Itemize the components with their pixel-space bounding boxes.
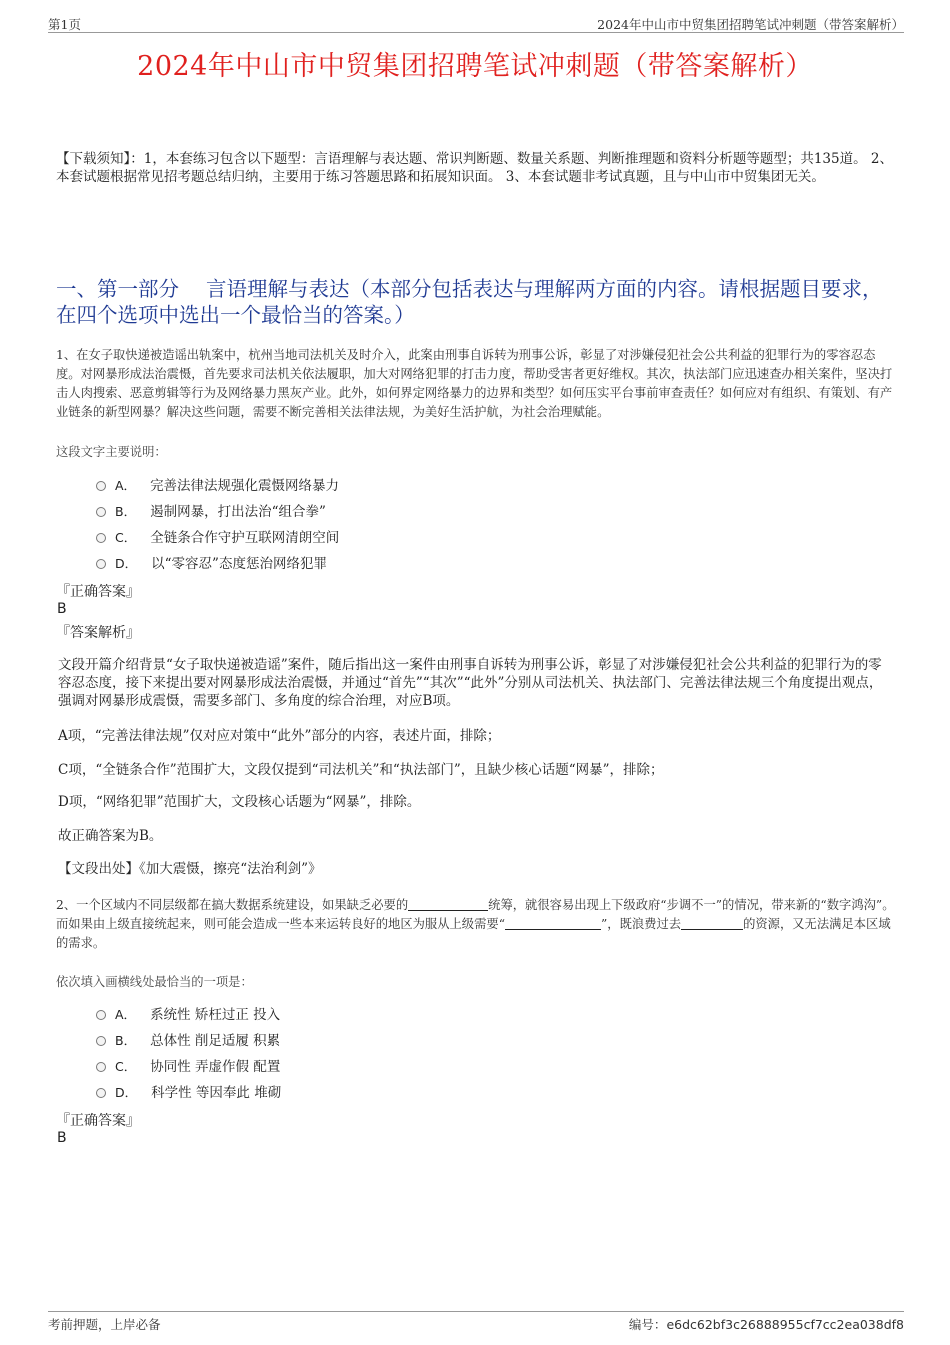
- question-2-prompt: 依次填入画横线处最恰当的一项是：: [56, 975, 253, 989]
- header-doc-title: 2024年中山市中贸集团招聘笔试冲刺题（带答案解析）: [597, 17, 904, 32]
- question-1-options: [96, 473, 339, 577]
- radio-icon[interactable]: [96, 1036, 106, 1046]
- analysis-paragraph: A项，“完善法律法规”仅对应对策中“此外”部分的内容，表述片面，排除；: [58, 728, 501, 744]
- footer-slogan: 考前押题，上岸必备: [48, 1317, 161, 1332]
- footer-divider: [48, 1311, 904, 1312]
- fill-blank-1: [408, 898, 488, 911]
- radio-icon[interactable]: [96, 533, 106, 543]
- option-c[interactable]: C． 全链条合作守护互联网清朗空间: [96, 525, 339, 551]
- question-2-options: [96, 1002, 281, 1106]
- answer-label: 『正确答案』: [56, 584, 140, 600]
- radio-icon[interactable]: [96, 481, 106, 491]
- option-d[interactable]: D． 以“零容忍”态度惩治网络犯罪: [96, 551, 339, 577]
- option-c[interactable]: C． 协同性 弄虚作假 配置: [96, 1054, 281, 1080]
- analysis-paragraph: 文段开篇介绍背景“女子取快递被造谣”案件，随后指出这一案件由刑事自诉转为刑事公诉，彰显了对涉嫌侵犯社会公共利益的犯罪行为的零容忍态度，接下来提出要对网暴形成法治震慑，并通过“首先”“其次”“此外”分别从司法机关、执法部门、完善法律法规三个角度提出观点，强调对网暴形成震慑，需要多部门、多角度的综合治理，对应B项。: [58, 657, 883, 709]
- download-notice: 【下载须知】：1，本套练习包含以下题型：言语理解与表达题、常识判断题、数量关系题、判断推理题和资料分析题等题型；共135道。 2、本套试题根据常见招考题总结归纳，主要用于练习答题思路和拓展知识面。 3、本套试题非考试真题，且与中山市中贸集团无关。: [56, 151, 893, 185]
- answer-label: 『正确答案』: [56, 1113, 140, 1129]
- question-2-stem: 2、一个区域内不同层级都在搞大数据系统建设，如果缺乏必要的 统筹，就很容易出现上下级政府“步调不一”的情况，带来新的“数字鸿沟”。而如果由上级直接统起来，则可能会造成一些本来运转良好的地区为服从上级需要“ ”，既浪费过去 的资源，又无法满足本区域的需求。: [56, 898, 895, 950]
- option-a[interactable]: A． 完善法律法规强化震慑网络暴力: [96, 473, 339, 499]
- page-number: 第1页: [48, 17, 81, 32]
- analysis-paragraph: C项，“全链条合作”范围扩大，文段仅提到“司法机关”和“执法部门”，且缺少核心话题“网暴”，排除；: [58, 762, 664, 778]
- analysis-label: 『答案解析』: [56, 625, 140, 641]
- option-b[interactable]: B． 总体性 削足适履 积累: [96, 1028, 281, 1054]
- option-b[interactable]: B． 遏制网暴，打出法治“组合拳”: [96, 499, 339, 525]
- question-1-prompt: 这段文字主要说明：: [56, 445, 167, 459]
- section-heading: 一、第一部分 言语理解与表达（本部分包括表达与理解两方面的内容。请根据题目要求，在四个选项中选出一个最恰当的答案。）: [56, 277, 883, 327]
- analysis-conclusion: 故正确答案为B。: [58, 828, 163, 844]
- document-title: 2024年中山市中贸集团招聘笔试冲刺题（带答案解析）: [137, 51, 813, 82]
- radio-icon[interactable]: [96, 1088, 106, 1098]
- option-d[interactable]: D． 科学性 等因奉此 堆砌: [96, 1080, 281, 1106]
- radio-icon[interactable]: [96, 559, 106, 569]
- source-citation: 【文段出处】《加大震慑，擦亮“法治利剑”》: [58, 861, 322, 877]
- fill-blank-2: [505, 917, 601, 930]
- radio-icon[interactable]: [96, 507, 106, 517]
- answer-value: B: [57, 601, 67, 617]
- radio-icon[interactable]: [96, 1010, 106, 1020]
- radio-icon[interactable]: [96, 1062, 106, 1072]
- option-a[interactable]: A． 系统性 矫枉过正 投入: [96, 1002, 281, 1028]
- question-1-stem: 1、在女子取快递被造谣出轨案中，杭州当地司法机关及时介入，此案由刑事自诉转为刑事公诉，彰显了对涉嫌侵犯社会公共利益的犯罪行为的零容忍态度。对网暴形成法治震慑，首先要求司法机关依法履职，加大对网络犯罪的打击力度，帮助受害者更好维权。其次，执法部门应迅速查办相关案件，坚决打击人肉搜索、恶意剪辑等行为及网络暴力黑灰产业。此外，如何界定网络暴力的边界和类型？如何压实平台事前审查责任？如何应对有组织、有策划、有产业链条的新型网暴？解决这些问题，需要不断完善相关法律法规，为美好生活护航，为社会治理赋能。: [56, 348, 893, 419]
- analysis-paragraph: D项，“网络犯罪”范围扩大，文段核心话题为“网暴”，排除。: [58, 794, 421, 810]
- answer-value: B: [57, 1130, 67, 1146]
- fill-blank-3: [681, 917, 743, 930]
- page-header: [48, 14, 904, 33]
- footer-code: 编号：e6dc62bf3c26888955cf7cc2ea038df8: [628, 1317, 904, 1332]
